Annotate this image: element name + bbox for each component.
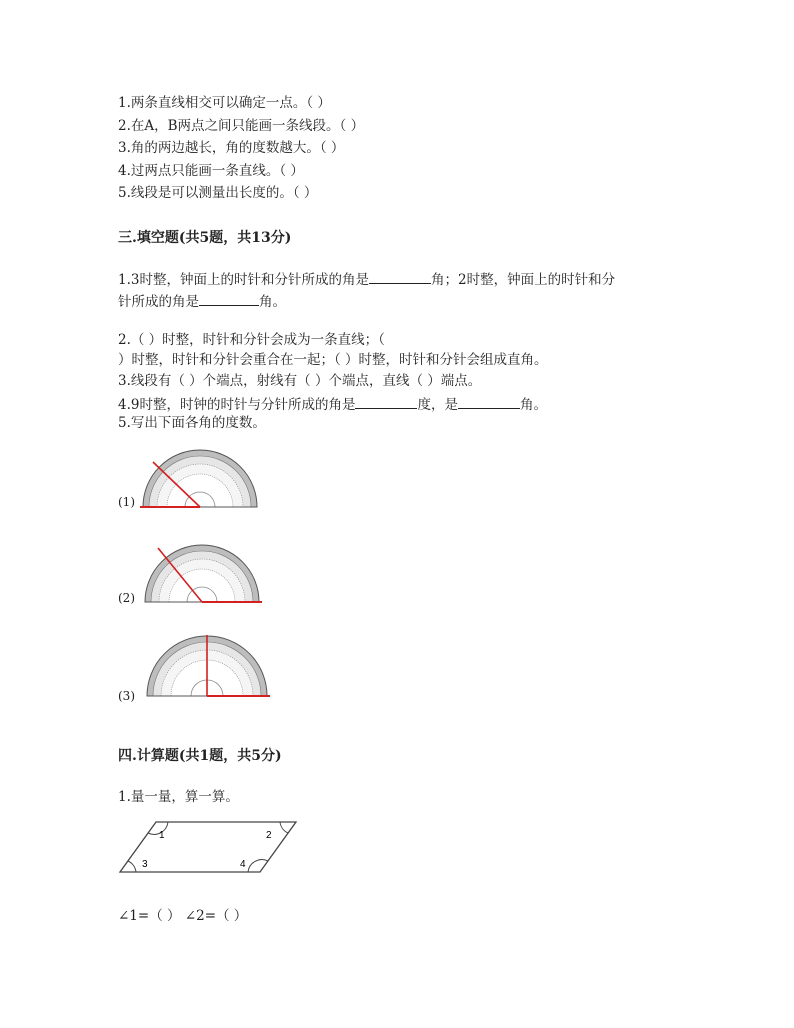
answer-blank (199, 291, 259, 306)
parallelogram-figure (114, 818, 304, 876)
protractor-figure-1 (135, 445, 265, 510)
fill-q3: 3.线段有（ ）个端点，射线有（ ）个端点，直线（ ）端点。 (118, 373, 482, 389)
fill-q1-text-c: 针所成的角是 (118, 294, 199, 310)
calc-q1: 1.量一量，算一算。 (118, 789, 239, 805)
fill-q1-text-d: 角。 (259, 294, 286, 310)
judge-item-4: 4.过两点只能画一条直线。（ ） (118, 163, 304, 179)
angle-label-3: 3 (142, 859, 148, 870)
fill-q1-text-b: 角；2时整，钟面上的时针和分 (430, 272, 616, 288)
fill-q1-line2 (118, 291, 286, 311)
protractor-label-2: (2) (118, 591, 135, 605)
fill-q4-text-b: 度，是 (417, 397, 458, 413)
protractor-label-1: (1) (118, 495, 135, 509)
fill-q4-text-c: 角。 (519, 397, 547, 413)
judge-item-5: 5.线段是可以测量出长度的。（ ） (118, 185, 318, 201)
fill-q4 (118, 394, 547, 414)
fill-q1-line1 (118, 269, 615, 289)
protractor-figure-3 (142, 634, 272, 702)
protractor-figure-2 (140, 540, 265, 605)
fill-q2-line1: 2.（ ）时整，时针和分针会成为一条直线；（ (118, 332, 385, 348)
angle-label-4: 4 (240, 859, 246, 870)
fill-q1-text-a: 1.3时整，钟面上的时针和分针所成的角是 (118, 272, 369, 288)
fill-q5: 5.写出下面各角的度数。 (118, 415, 266, 431)
calc-answer-line: ∠1=（ ） ∠2=（ ） (118, 908, 248, 924)
angle-label-1: 1 (159, 830, 165, 841)
judge-item-3: 3.角的两边越长，角的度数越大。（ ） (118, 140, 345, 156)
judge-item-1: 1.两条直线相交可以确定一点。（ ） (118, 95, 331, 111)
protractor-label-3: (3) (118, 689, 135, 703)
answer-blank (458, 394, 520, 409)
fill-heading: 三.填空题(共5题，共13分) (118, 230, 292, 246)
answer-blank (369, 269, 431, 284)
fill-q4-text-a: 4.9时整，时钟的时针与分针所成的角是 (118, 397, 356, 413)
judge-item-2: 2.在A，B两点之间只能画一条线段。（ ） (118, 118, 365, 134)
answer-blank (355, 394, 417, 409)
angle-label-2: 2 (266, 830, 272, 841)
fill-q2-line2: ）时整，时针和分针会重合在一起；（ ）时整，时针和分针会组成直角。 (118, 352, 548, 368)
calc-heading: 四.计算题(共1题，共5分) (118, 748, 282, 764)
